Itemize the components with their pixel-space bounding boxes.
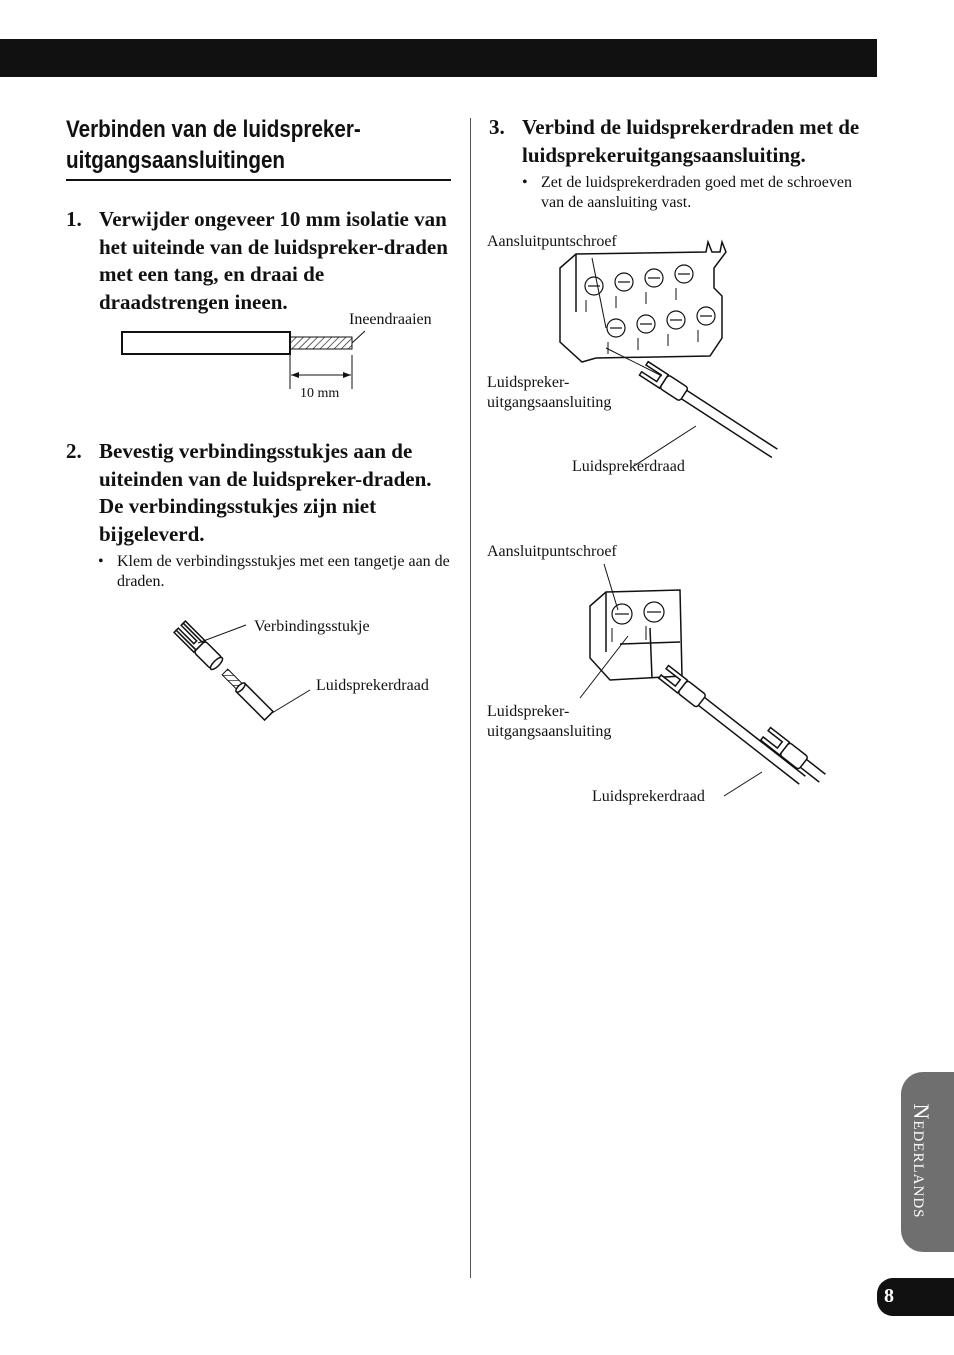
terminal-label-line2: uitgangsaansluiting	[487, 723, 612, 740]
step-2-number: 2.	[66, 439, 82, 463]
terminal-label-fig4	[487, 702, 611, 742]
bullet-dot: •	[522, 174, 528, 191]
section-heading-line1: Verbinden van de luidspreker-	[66, 116, 361, 143]
connector-label: Verbindingsstukje	[254, 618, 370, 635]
step-2-bullet-text: Klem de verbindingsstukjes met een tangetje aan de draden.	[117, 553, 450, 590]
step-3-bullet-text: Zet de luidsprekerdraden goed met de schroeven van de aansluiting vast.	[541, 174, 852, 211]
twist-label: Ineendraaien	[349, 311, 432, 328]
top-header-bar	[0, 39, 877, 77]
screw-label-fig3: Aansluitpuntschroef	[487, 233, 617, 250]
terminal-label-line1: Luidspreker-	[487, 374, 570, 391]
twisted-strands	[290, 337, 352, 349]
wire-label-fig2: Luidsprekerdraad	[316, 677, 429, 694]
terminal-block-2-figure	[576, 562, 832, 802]
step-1-text: Verwijder ongeveer 10 mm isolatie van het uiteinde van de luidspreker-draden met een tang, en draai de draadstrengen ineen.	[99, 207, 448, 314]
dimension-label: 10 mm	[300, 386, 340, 401]
language-side-tab-label: Nederlands	[909, 1103, 934, 1219]
terminal-label-line2: uitgangsaansluiting	[487, 394, 612, 411]
step-1	[66, 206, 456, 318]
column-divider	[470, 118, 471, 1278]
terminal-label-fig3	[487, 373, 611, 413]
wire-label-fig4: Luidsprekerdraad	[592, 788, 705, 805]
step-3	[489, 114, 879, 174]
terminal-label-line1: Luidspreker-	[487, 703, 570, 720]
page-number: 8	[884, 1285, 894, 1307]
step-3-text: Verbind de luidsprekerdraden met de luidsprekeruitgangsaansluiting.	[522, 115, 860, 167]
step-2	[66, 438, 456, 550]
heading-rule	[66, 179, 451, 181]
section-heading-line2: uitgangsaansluitingen	[66, 147, 286, 174]
step-1-number: 1.	[66, 207, 82, 231]
bullet-dot: •	[98, 553, 104, 570]
terminal-block-body	[560, 242, 726, 362]
wire-label-fig3: Luidsprekerdraad	[572, 458, 685, 475]
step-2-text: Bevestig verbindingsstukjes aan de uiteinden van de luidspreker-draden. De verbindingsstukjes zijn niet bijgeleverd.	[99, 439, 432, 546]
section-heading	[66, 114, 397, 176]
step-3-number: 3.	[489, 115, 505, 139]
screw-label-fig4: Aansluitpuntschroef	[487, 543, 617, 560]
wire-insulation	[122, 332, 290, 354]
